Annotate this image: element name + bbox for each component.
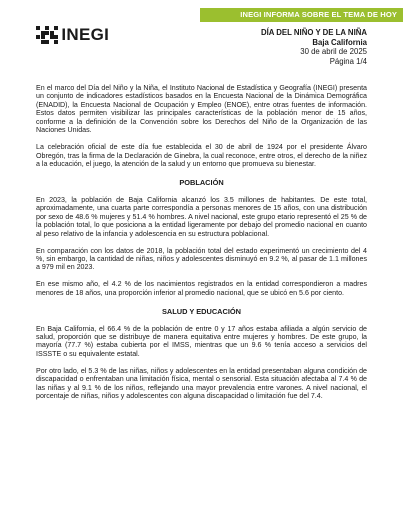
section-title-salud: SALUD Y EDUCACIÓN <box>162 307 241 317</box>
inegi-logo-mark-icon <box>36 26 58 44</box>
document-body <box>36 84 367 409</box>
salud-paragraph-2: Por otro lado, el 5.3 % de las niñas, niños y adolescentes en la entidad presentaban alguna condición de discapacidad o enfrentaban una limitación física, mental o sensorial. Esta situación afectaba al 7.4 % de las niñas y al 9.1 % de los niños, reflejando una mayor prevalencia entre varones. A nivel nacional, el porcentaje de niñas, niños y adolescentes con alguna discapacidad o limitación fue del 7.4. <box>36 366 367 401</box>
intro-paragraph-2: La celebración oficial de este día fue establecida el 30 de abril de 1924 por el presidente Álvaro Obregón, tras la firma de la Declaración de Ginebra, la cual reconoce, entre otros, el derecho de la niñez a la educación, el juego, la atención de la salud y un entorno que promueva su bienestar. <box>36 143 367 169</box>
section-title-poblacion: POBLACIÓN <box>179 178 224 188</box>
document-region: Baja California <box>312 37 367 47</box>
salud-paragraph-1: En Baja California, el 66.4 % de la población de entre 0 y 17 años estaba afiliada a algún servicio de salud, proporción que se distribuye de manera equitativa entre mujeres y hombres. De este grupo, la mayoría (77.7 %) estaba cubierta por el IMSS, mientras que un 9.6 % tenía acceso a servicios del ISSSTE o su equivalente estatal. <box>36 324 367 358</box>
poblacion-paragraph-1: En 2023, la población de Baja California alcanzó los 3.5 millones de habitantes. De este total, aproximadamente, una cuarta parte correspondía a personas menores de 15 años, con una distribución por sexo de 48.6 % mujeres y 51.4 % hombres. A nivel nacional, este grupo etario representó el 25 % de la población total, lo que posiciona a la entidad ligeramente por debajo del promedio nacional en cuanto al peso relativo de la infancia y adolescencia en su estructura poblacional. <box>36 195 367 238</box>
document-header <box>261 28 367 66</box>
topic-banner: INEGI INFORMA SOBRE EL TEMA DE HOY <box>200 8 403 22</box>
poblacion-paragraph-2: En comparación con los datos de 2018, la población total del estado experimentó un crecimiento del 4 %, sin embargo, la cantidad de niñas, niños y adolescentes disminuyó en 9.2 %, al pasar de 1.1 millones a 979 mil en 2023. <box>36 246 367 272</box>
document-title: DÍA DEL NIÑO Y DE LA NIÑA <box>261 28 367 37</box>
page-indicator: Página 1/4 <box>329 56 367 66</box>
inegi-logo <box>36 26 109 44</box>
logo-text: INEGI <box>61 25 110 44</box>
poblacion-paragraph-3: En ese mismo año, el 4.2 % de los nacimientos registrados en la entidad correspondieron a madres menores de 18 años, una proporción inferior al promedio nacional, que se ubicó en 5.6 por ciento. <box>36 280 367 297</box>
document-date: 30 de abril de 2025 <box>300 47 367 57</box>
intro-paragraph-1: En el marco del Día del Niño y la Niña, el Instituto Nacional de Estadística y Geografía (INEGI) presenta un conjunto de indicadores estadísticos basados en la Encuesta Nacional de la Dinámica Demográfica (ENADID), la Encuesta Nacional de Ocupación y Empleo (ENOE), entre otras fuentes de información. Estos datos permiten visibilizar las principales características de la población menor de 15 años, conforme a la definición de la Convención sobre los Derechos del Niño de la Organización de las Naciones Unidas. <box>36 84 367 135</box>
